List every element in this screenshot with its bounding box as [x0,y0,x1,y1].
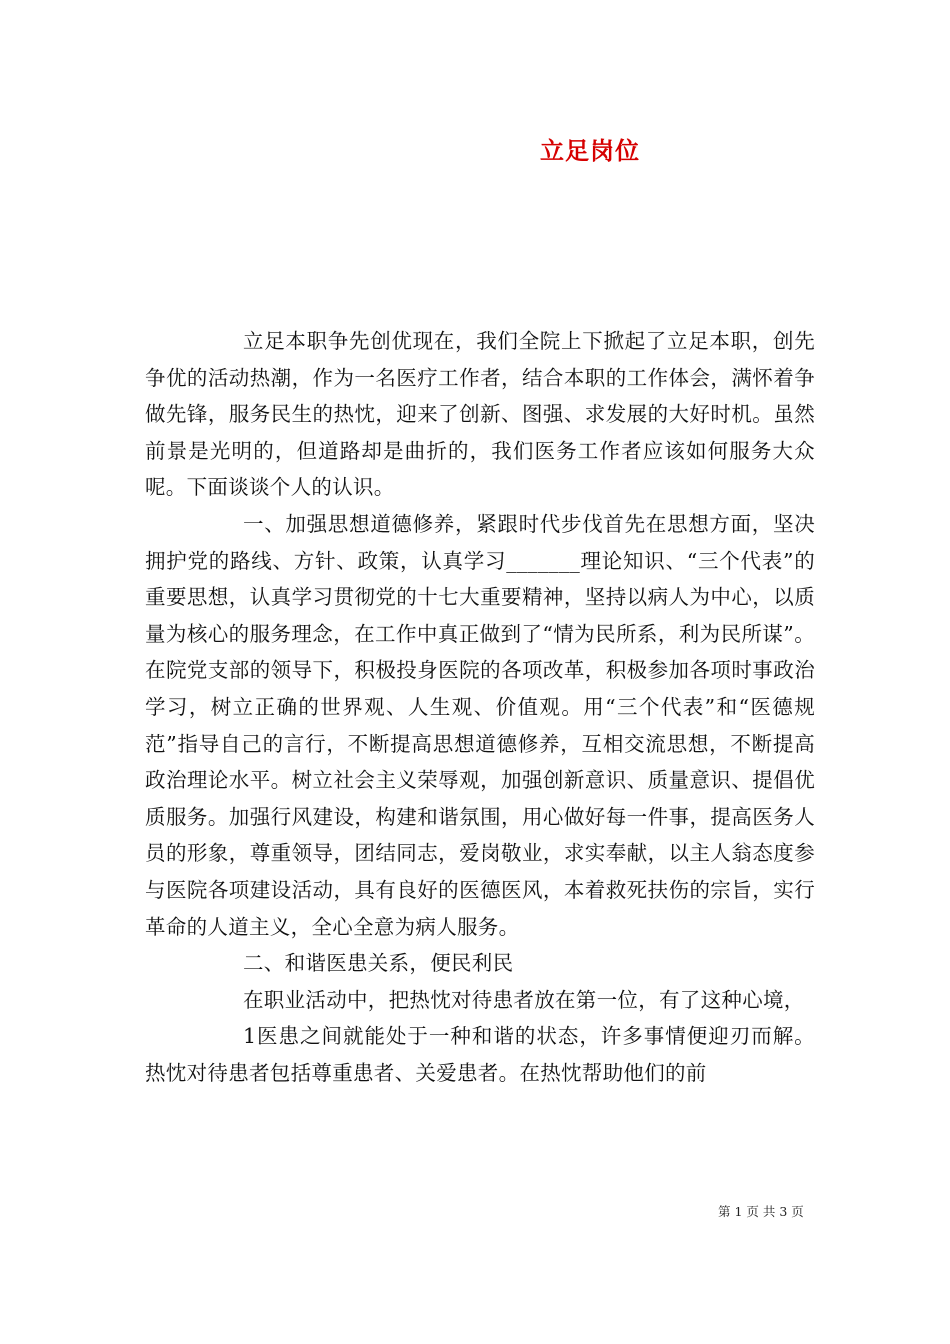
paragraph-section-two-heading: 二、和谐医患关系，便民利民 [243,951,514,976]
paragraph-section-one: 一、加强思想道德修养，紧跟时代步伐首先在思想方面，坚决拥护党的路线、方针、政策，认真学习_______理论知识、“三个代表”的重要思想，认真学习贯彻党的十七大重要精神，坚持以病人为中心，以质量为核心的服务理念，在工作中真正做到了“情为民所系，利为民所谋”。在院党支部的领导下，积极投身医院的各项改革，积极参加各项时事政治学习，树立正确的世界观、人生观、价值观。用“三个代表”和“医德规范”指导自己的言行，不断提高思想道德修养，互相交流思想，不断提高政治理论水平。树立社会主义荣辱观，加强创新意识、质量意识、提倡优质服务。加强行风建设，构建和谐氛围，用心做好每一件事，提高医务人员的形象，尊重领导，团结同志，爱岗敬业，求实奉献，以主人翁态度参与医院各项建设活动，具有良好的医德医风，本着救死扶伤的宗旨，实行革命的人道主义，全心全意为病人服务。 [145,511,815,939]
document-title: 立足岗位 [540,136,640,165]
page-number-footer: 第 1 页 共 3 页 [718,1204,804,1219]
document-body [145,323,815,1091]
paragraph-continuation: 1医患之间就能处于一种和谐的状态，许多事情便迎刃而解。热忱对待患者包括尊重患者、关爱患者。在热忱帮助他们的前 [145,1024,815,1085]
paragraph-intro: 立足本职争先创优现在，我们全院上下掀起了立足本职，创先争优的活动热潮，作为一名医疗工作者，结合本职的工作体会，满怀着争做先锋，服务民生的热忱，迎来了创新、图强、求发展的大好时机。虽然前景是光明的，但道路却是曲折的，我们医务工作者应该如何服务大众呢。下面谈谈个人的认识。 [145,329,815,500]
paragraph-section-two-body: 在职业活动中，把热忱对待患者放在第一位，有了这种心境， [243,987,805,1012]
